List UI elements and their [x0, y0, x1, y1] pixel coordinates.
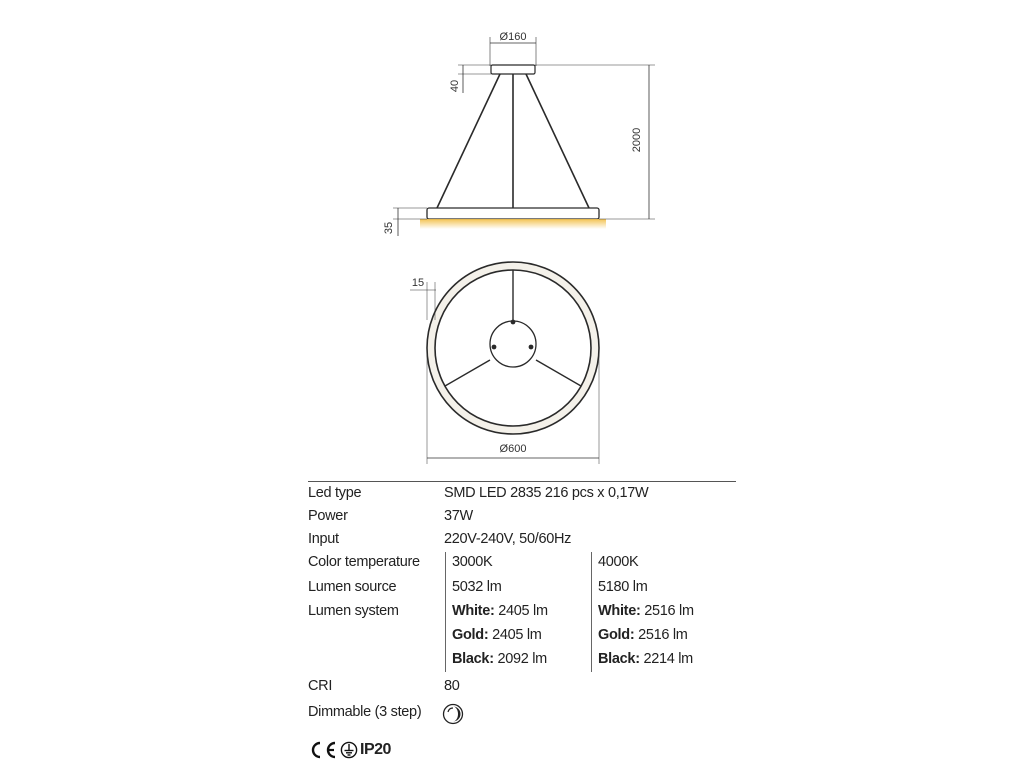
- canopy-top: [490, 321, 536, 367]
- canopy: [491, 65, 535, 74]
- spec-label: Lumen system: [308, 603, 399, 619]
- certification-marks: [308, 740, 391, 760]
- top-view: [410, 262, 599, 464]
- column-divider: [591, 552, 592, 672]
- spec-label: Lumen source: [308, 579, 397, 595]
- table-top-rule: [308, 481, 736, 482]
- spec-label: Power: [308, 508, 348, 524]
- ce-mark-icon: [308, 740, 338, 760]
- spec-label: Dimmable (3 step): [308, 704, 422, 720]
- class-1-earth-icon: [340, 741, 358, 759]
- dimmable-icon: [442, 703, 464, 725]
- light-glow: [420, 219, 606, 229]
- spec-value: SMD LED 2835 216 pcs x 0,17W: [444, 485, 649, 501]
- ring-width-label: 15: [411, 277, 425, 289]
- spec-value: 220V-240V, 50/60Hz: [444, 531, 572, 547]
- canopy-height-label: 40: [449, 79, 461, 93]
- spec-value-4000k: 4000K: [598, 554, 639, 570]
- ring-diameter-label: Ø600: [499, 443, 527, 455]
- ip-rating: IP20: [360, 741, 391, 758]
- spec-label: CRI: [308, 678, 333, 694]
- lumen-black-4000k: Black: 2214 lm: [598, 651, 693, 667]
- canopy-diameter-label: Ø160: [499, 31, 527, 43]
- lumen-black-3000k: Black: 2092 lm: [452, 651, 547, 667]
- side-view: [383, 31, 655, 236]
- spec-value-3000k: 3000K: [452, 554, 493, 570]
- lumen-gold-3000k: Gold: 2405 lm: [452, 627, 542, 643]
- spec-label: Led type: [308, 485, 362, 501]
- spec-value: 5032 lm: [452, 579, 502, 595]
- total-height-label: 2000: [631, 127, 643, 153]
- spec-value: 5180 lm: [598, 579, 648, 595]
- lumen-white-4000k: White: 2516 lm: [598, 603, 694, 619]
- ring-height-label: 35: [383, 221, 395, 235]
- column-divider: [445, 552, 446, 672]
- ring-side: [427, 208, 599, 219]
- spec-label: Color temperature: [308, 554, 420, 570]
- lumen-gold-4000k: Gold: 2516 lm: [598, 627, 688, 643]
- spec-value: 37W: [444, 508, 473, 524]
- spec-value: 80: [444, 678, 460, 694]
- spec-label: Input: [308, 531, 339, 547]
- lumen-white-3000k: White: 2405 lm: [452, 603, 548, 619]
